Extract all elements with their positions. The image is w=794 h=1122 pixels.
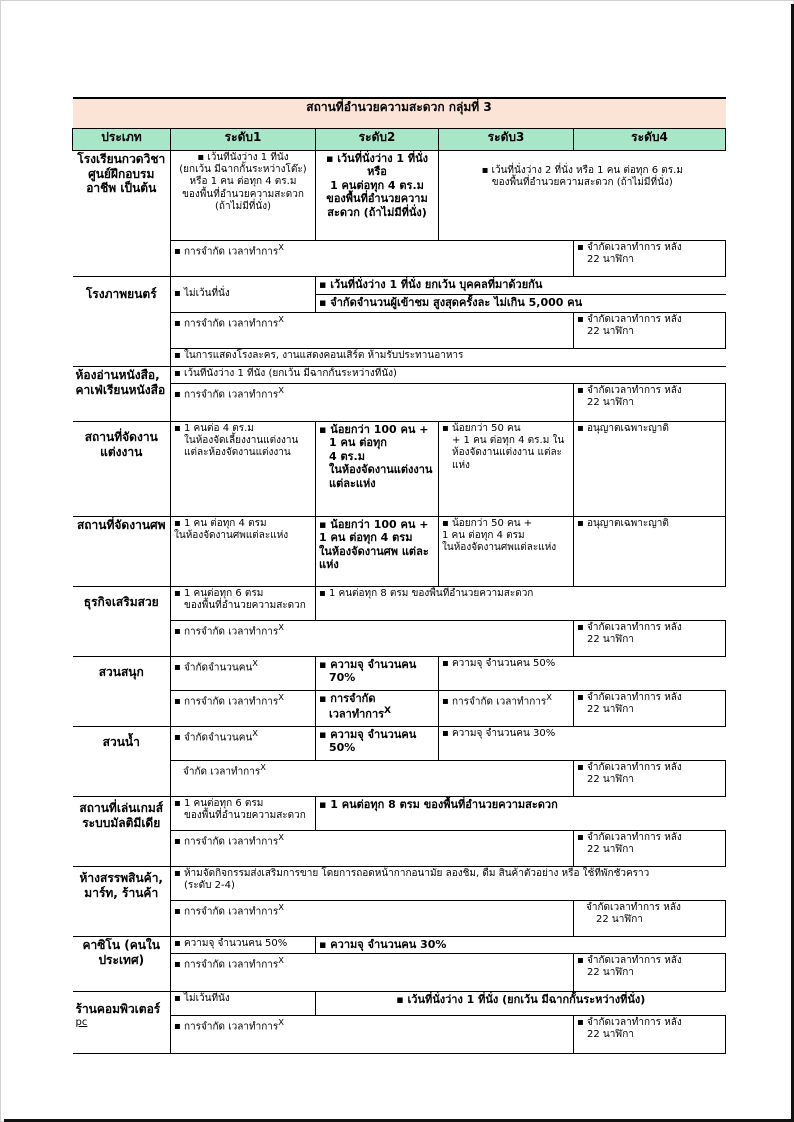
category-mall: ห้างสรรพสินค้า, มาร์ท, ร้านค้า (73, 867, 171, 937)
wedding-level-2: ▪ น้อยกว่า 100 คน + 1 คน ต่อทุก 4 ตร.ม ในห้องจัดงานแต่งงาน แต่ละแห่ง (316, 422, 439, 517)
arcade-level-4-time: ▪ จำกัดเวลาทำการ หลัง 22 นาฬิกา (574, 831, 726, 867)
table-row (73, 657, 726, 691)
header-level-4: ระดับ4 (574, 129, 726, 151)
school-level-3-4: ▪ เว้นที่นั่งว่าง 2 ที่นั่ง หรือ 1 คน ต่อทุก 6 ตร.ม ของพื้นที่อำนวยความสะดวก (ถ้าไม่มีที่นั่ง) (439, 151, 726, 241)
reading-level-4-time: ▪ จำกัดเวลาทำการ หลัง 22 นาฬิกา (574, 384, 726, 422)
category-funeral: สถานที่จัดงานศพ (73, 517, 171, 587)
table-row (73, 761, 726, 797)
table-row (73, 691, 726, 727)
header-category: ประเภท (73, 129, 171, 151)
table-row (73, 313, 726, 349)
mall-time-limit: ▪ การจำกัด เวลาทำการ$^X$ (171, 901, 574, 937)
amusement-level-2: ▪ ความจุ จำนวนคน 70% (316, 657, 439, 691)
beauty-level-4-time: ▪ จำกัดเวลาทำการ หลัง 22 นาฬิกา (574, 621, 726, 657)
reading-level-1-4: ▪ เว้นที่นั่งว่าง 1 ที่นั่ง (ยกเว้น มีฉากกั้นระหว่างที่นั่ง) (171, 367, 726, 384)
cinema-level-2-4-capacity: ▪ จำกัดจำนวนผู้เข้าชม สูงสุดครั้งละ ไม่เกิน 5,000 คน (316, 295, 726, 313)
header-level-3: ระดับ3 (439, 129, 574, 151)
category-amusement-park: สวนสนุก (73, 657, 171, 727)
cinema-level-4-time: ▪ จำกัดเวลาทำการ หลัง 22 นาฬิกา (574, 313, 726, 349)
category-casino: คาซิโน (คนในประเทศ) (73, 937, 171, 992)
waterpark-level-1: ▪ จำกัดจำนวนคน$^X$ (171, 727, 316, 761)
wedding-level-3: ▪ น้อยกว่า 50 คน + 1 คน ต่อทุก 4 ตร.ม ใน ห้องจัดงานแต่งงาน แต่ละแห่ง (439, 422, 574, 517)
table-row (73, 367, 726, 384)
amusement-time-limit: ▪ การจำกัด เวลาทำการ$^X$ (171, 691, 316, 727)
amusement-level-1: ▪ จำกัดจำนวนคน$^X$ (171, 657, 316, 691)
table-row (73, 831, 726, 867)
facility-rules-table (72, 97, 726, 1054)
pc-level-1: ▪ ไม่เว้นที่นั่ง (171, 992, 316, 1016)
header-row (73, 129, 726, 151)
table-title: สถานที่อำนวยความสะดวก กลุ่มที่ 3 (73, 98, 726, 129)
mall-level-4-time: จำกัดเวลาทำการ หลัง 22 นาฬิกา (574, 901, 726, 937)
arcade-level-1: ▪ 1 คนต่อทุก 6 ตรม ของพื้นที่อำนวยความสะดวก (171, 797, 316, 831)
casino-level-1: ▪ ความจุ จำนวนคน 50% (171, 937, 316, 954)
school-level-2: ▪ เว้นที่นั่งว่าง 1 ที่นั่งหรือ 1 คนต่อทุก 4 ตร.ม ของพื้นที่อำนวยความสะดวก (ถ้าไม่มีที่นั่ง) (316, 151, 439, 241)
table-row (73, 797, 726, 831)
table-row (73, 992, 726, 1016)
table-row (73, 517, 726, 587)
table-row (73, 867, 726, 901)
funeral-level-2: ▪ น้อยกว่า 100 คน + 1 คน ต่อทุก 4 ตรม ในห้องจัดงานศพ แต่ละแห่ง (316, 517, 439, 587)
wedding-level-1: ▪ 1 คนต่อ 4 ตร.ม ในห้องจัดเลี้ยงงานแต่งงาน แต่ละห้องจัดงานแต่งงาน (171, 422, 316, 517)
table-row (73, 727, 726, 761)
waterpark-level-4-time: ▪ จำกัดเวลาทำการ หลัง 22 นาฬิกา (574, 761, 726, 797)
school-level-1: ▪ เว้นที่นั่งว่าง 1 ที่นั่ง (ยกเว้น มีฉากกั้นระหว่างโต๊ะ) หรือ 1 คน ต่อทุก 4 ตร.ม ของพื้นที่อำนวยความสะดวก (ถ้าไม่มีที่นั่ง) (171, 151, 316, 241)
cinema-level-1: ▪ ไม่เว้นที่นั่ง (171, 277, 316, 313)
table-row (73, 621, 726, 657)
beauty-level-1: ▪ 1 คนต่อทุก 6 ตรม ของพื้นที่อำนวยความสะดวก (171, 587, 316, 621)
waterpark-level-2: ▪ ความจุ จำนวนคน 50% (316, 727, 439, 761)
table-row (73, 384, 726, 422)
school-level-4-time: ▪ จำกัดเวลาทำการ หลัง 22 นาฬิกา (574, 241, 726, 277)
amusement-level-3-time: ▪ การจำกัด เวลาทำการ$^X$ (439, 691, 574, 727)
reading-time-limit: ▪ การจำกัด เวลาทำการ$^X$ (171, 384, 574, 422)
pc-level-4-time: ▪ จำกัดเวลาทำการ หลัง 22 นาฬิกา (574, 1016, 726, 1054)
amusement-level-2-time: ▪ การจำกัด เวลาทำการ$^X$ (316, 691, 439, 727)
pc-level-2-4: ▪ เว้นที่นั่งว่าง 1 ที่นั่ง (ยกเว้น มีฉากกั้นระหว่างที่นั่ง) (316, 992, 726, 1016)
funeral-level-3: ▪ น้อยกว่า 50 คน + 1 คน ต่อทุก 4 ตรม ในห้องจัดงานศพแต่ละแห่ง (439, 517, 574, 587)
table-row (73, 937, 726, 954)
funeral-level-1: ▪ 1 คน ต่อทุก 4 ตรม ในห้องจัดงานศพแต่ละแห่ง (171, 517, 316, 587)
arcade-time-limit: ▪ การจำกัด เวลาทำการ$^X$ (171, 831, 574, 867)
category-reading-room: ห้องอ่านหนังสือ, คาเฟ่เรียนหนังสือ (73, 367, 171, 422)
amusement-level-3-4: ▪ ความจุ จำนวนคน 50% (439, 657, 726, 691)
title-row (73, 98, 726, 129)
wedding-level-4: ▪ อนุญาตเฉพาะญาติ (574, 422, 726, 517)
table-row (73, 901, 726, 937)
header-level-2: ระดับ2 (316, 129, 439, 151)
header-level-1: ระดับ1 (171, 129, 316, 151)
category-beauty: ธุรกิจเสริมสวย (73, 587, 171, 657)
funeral-level-4: ▪ อนุญาตเฉพาะญาติ (574, 517, 726, 587)
mall-note: ▪ ห้ามจัดกิจกรรมส่งเสริมการขาย โดยการถอดหน้ากากอนามัย ลองชิม, ดื่ม สินค้าตัวอย่าง หรือ ใช้ที่พักชั่วคราว (ระดับ 2-4) (171, 867, 726, 901)
cinema-level-2-4-seat: ▪ เว้นที่นั่งว่าง 1 ที่นั่ง ยกเว้น บุคคลที่มาด้วยกัน (316, 277, 726, 295)
cinema-note: ▪ ในการแสดงโรงละคร, งานแสดงคอนเสิร์ต ห้ามรับประทานอาหาร (171, 349, 726, 367)
table-row (73, 241, 726, 277)
waterpark-time-limit: จำกัด เวลาทำการ$^X$ (171, 761, 574, 797)
category-pc-cafe: ร้านคอมพิวเตอร์ pc (73, 992, 171, 1054)
casino-level-2-4: ▪ ความจุ จำนวนคน 30% (316, 937, 726, 954)
category-wedding: สถานที่จัดงานแต่งงาน (73, 422, 171, 517)
table-row (73, 349, 726, 367)
category-water-park: สวนน้ำ (73, 727, 171, 797)
table-row (73, 587, 726, 621)
table-row (73, 277, 726, 295)
table-row (73, 422, 726, 517)
casino-level-4-time: ▪ จำกัดเวลาทำการ หลัง 22 นาฬิกา (574, 954, 726, 992)
beauty-level-2-4: ▪ 1 คนต่อทุก 8 ตรม ของพื้นที่อำนวยความสะดวก (316, 587, 726, 621)
beauty-time-limit: ▪ การจำกัด เวลาทำการ$^X$ (171, 621, 574, 657)
category-cinema: โรงภาพยนตร์ (73, 277, 171, 367)
waterpark-level-3-4: ▪ ความจุ จำนวนคน 30% (439, 727, 726, 761)
pc-time-limit: ▪ การจำกัด เวลาทำการ$^X$ (171, 1016, 574, 1054)
casino-time-limit: ▪ การจำกัด เวลาทำการ$^X$ (171, 954, 574, 992)
table-row (73, 1016, 726, 1054)
arcade-level-2-4: ▪ 1 คนต่อทุก 8 ตรม ของพื้นที่อำนวยความสะดวก (316, 797, 726, 831)
cinema-time-limit: ▪ การจำกัด เวลาทำการ$^X$ (171, 313, 574, 349)
category-arcade: สถานที่เล่นเกมส์ระบบมัลติมีเดีย (73, 797, 171, 867)
table-row (73, 151, 726, 241)
category-school: โรงเรียนกวดวิชา ศูนย์ฝึกอบรมอาชีพ เป็นต้น (73, 151, 171, 277)
amusement-level-4-time: ▪ จำกัดเวลาทำการ หลัง 22 นาฬิกา (574, 691, 726, 727)
table-row (73, 954, 726, 992)
school-time-limit: ▪ การจำกัด เวลาทำการ$^X$ (171, 241, 574, 277)
